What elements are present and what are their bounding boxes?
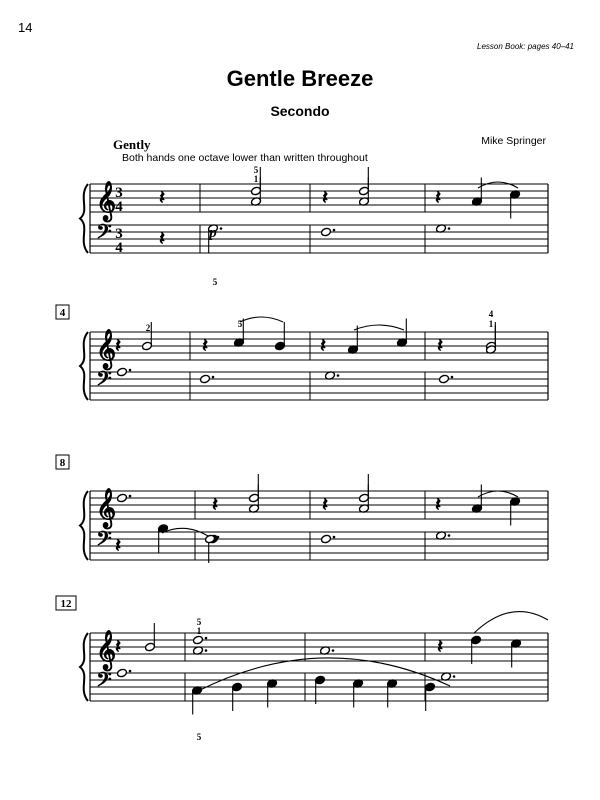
slur: [474, 612, 548, 633]
fingering-number: 5: [212, 277, 218, 287]
fingering-number: 1: [253, 174, 259, 184]
augmentation-dot: [217, 536, 220, 539]
measure-number: 8: [59, 457, 66, 469]
note-head: [117, 493, 128, 503]
note-head: [200, 374, 211, 384]
note-head: [193, 635, 204, 645]
augmentation-dot: [129, 495, 132, 498]
bass-clef-icon: 𝄢: [96, 222, 112, 248]
time-signature-top: 3: [115, 226, 123, 242]
note-head: [321, 227, 332, 237]
fingering-number: 1: [196, 626, 202, 636]
piece-title: Gentle Breeze: [226, 66, 374, 91]
quarter-rest-icon: 𝄽: [114, 636, 122, 658]
augmentation-dot: [332, 649, 335, 652]
augmentation-dot: [129, 369, 132, 372]
quarter-rest-icon: 𝄽: [201, 335, 209, 357]
fingering-number: 2: [145, 323, 151, 333]
augmentation-dot: [337, 374, 340, 377]
bass-clef-icon: 𝄢: [96, 529, 112, 555]
time-signature-bottom: 4: [115, 199, 123, 215]
bass-clef-icon: 𝄢: [96, 369, 112, 395]
slur: [354, 325, 404, 330]
lesson-reference: Lesson Book: pages 40–41: [477, 42, 574, 51]
augmentation-dot: [333, 229, 336, 232]
note-head: [321, 534, 332, 544]
note-head: [117, 668, 128, 678]
quarter-rest-icon: 𝄽: [158, 228, 166, 250]
augmentation-dot: [212, 376, 215, 379]
quarter-rest-icon: 𝄽: [321, 494, 329, 516]
augmentation-dot: [451, 376, 454, 379]
brace: [80, 184, 88, 253]
dynamic-marking: p: [209, 225, 217, 241]
note-head: [439, 374, 450, 384]
time-signature-bottom: 4: [115, 240, 123, 256]
quarter-rest-icon: 𝄽: [211, 494, 219, 516]
augmentation-dot: [448, 227, 451, 230]
augmentation-dot: [453, 675, 456, 678]
augmentation-dot: [129, 670, 132, 673]
time-signature-top: 3: [115, 185, 123, 201]
measure-number: 4: [59, 307, 66, 319]
slur: [240, 317, 283, 322]
slur: [478, 182, 518, 188]
fingering-number: 4: [488, 309, 494, 319]
performance-direction: Both hands one octave lower than written throughout: [122, 152, 368, 164]
augmentation-dot: [448, 534, 451, 537]
quarter-rest-icon: 𝄽: [436, 335, 444, 357]
treble-clef-icon: 𝄞: [95, 183, 117, 220]
brace: [80, 633, 88, 701]
composer-credit: Mike Springer: [481, 135, 546, 147]
augmentation-dot: [220, 227, 223, 230]
slur: [478, 491, 518, 497]
piece-subtitle: Secondo: [270, 103, 330, 119]
brace: [80, 491, 88, 560]
fingering-number: 5: [237, 319, 243, 329]
quarter-rest-icon: 𝄽: [158, 187, 166, 209]
quarter-rest-icon: 𝄽: [114, 335, 122, 357]
treble-clef-icon: 𝄞: [95, 490, 117, 527]
quarter-rest-icon: 𝄽: [434, 187, 442, 209]
augmentation-dot: [205, 649, 208, 652]
augmentation-dot: [333, 536, 336, 539]
quarter-rest-icon: 𝄽: [114, 535, 122, 557]
quarter-rest-icon: 𝄽: [321, 187, 329, 209]
quarter-rest-icon: 𝄽: [436, 636, 444, 658]
treble-clef-icon: 𝄞: [95, 331, 117, 368]
quarter-rest-icon: 𝄽: [319, 335, 327, 357]
fingering-number: 5: [196, 732, 202, 742]
tempo-marking: Gently: [113, 137, 151, 152]
fingering-number: 5: [196, 617, 202, 627]
brace: [80, 332, 88, 400]
measure-number: 12: [60, 598, 72, 610]
page-number: 14: [18, 20, 33, 35]
augmentation-dot: [205, 637, 208, 640]
quarter-rest-icon: 𝄽: [434, 494, 442, 516]
fingering-number: 5: [253, 165, 259, 175]
treble-clef-icon: 𝄞: [95, 632, 117, 669]
fingering-number: 1: [488, 319, 494, 329]
note-head: [117, 367, 128, 377]
bass-clef-icon: 𝄢: [96, 670, 112, 696]
